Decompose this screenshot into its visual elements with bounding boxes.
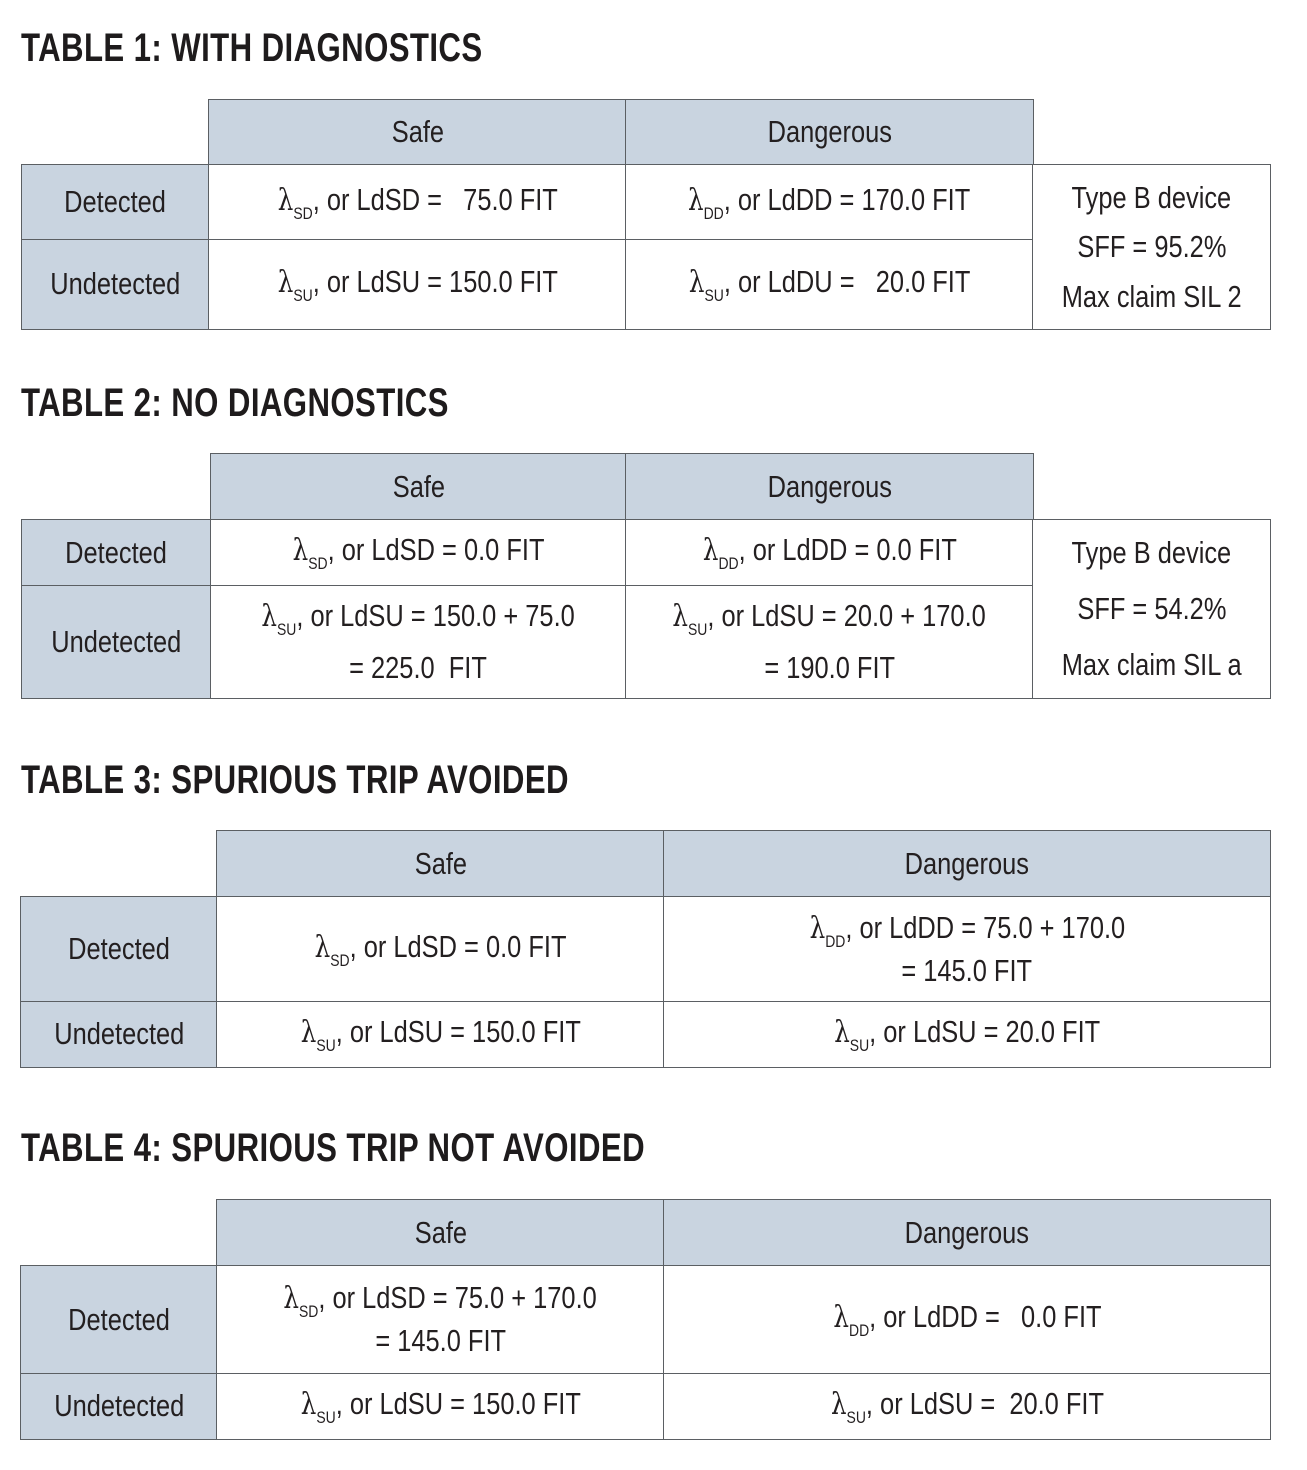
formula-text: , or LdSD = 0.0 FIT — [349, 928, 567, 964]
table-2-cell-undetected-dangerous — [625, 585, 1034, 699]
subscript: DD — [703, 203, 725, 223]
row-header-label: Detected — [68, 931, 170, 967]
formula-text: , or LdSU = 150.0 + 75.0 — [296, 598, 576, 634]
table-1-cell-undetected-safe — [208, 239, 627, 330]
formula-text: , or LdDU = 20.0 FIT — [723, 263, 971, 299]
subscript: DD — [848, 1321, 869, 1341]
lambda-symbol: λ — [314, 929, 331, 965]
lambda-symbol: λ — [277, 264, 294, 300]
device-type: Type B device — [1071, 179, 1232, 215]
subscript: SU — [846, 1407, 866, 1427]
row-header-label: Detected — [68, 1301, 170, 1337]
table-1-cell-undetected-dangerous — [625, 239, 1034, 330]
table-4-cell-undetected-safe — [216, 1373, 665, 1440]
formula-result: = 225.0 FIT — [349, 649, 488, 685]
sff-value: SFF = 95.2% — [1076, 229, 1227, 265]
table-3-cell-detected-safe — [216, 896, 665, 1003]
subscript: DD — [718, 554, 739, 574]
formula-text: , or LdSU = 150.0 FIT — [335, 1385, 581, 1421]
row-header-label: Undetected — [50, 266, 181, 302]
col-header-label: Safe — [414, 845, 467, 881]
table-4-title: TABLE 4: SPURIOUS TRIP NOT AVOIDED — [21, 1126, 646, 1170]
table-3-row-header-detected — [20, 896, 218, 1003]
subscript: SU — [316, 1035, 336, 1055]
lambda-symbol: λ — [830, 1386, 847, 1422]
table-4-cell-detected-safe — [216, 1265, 665, 1375]
col-header-label: Dangerous — [767, 114, 892, 150]
cell-formula — [809, 909, 1125, 952]
subscript: SD — [330, 950, 350, 970]
formula-text: , or LdSU = 20.0 FIT — [865, 1385, 1104, 1421]
formula-text: , or LdSD = 0.0 FIT — [327, 532, 545, 568]
table-4-cell-detected-dangerous — [663, 1265, 1271, 1375]
subscript: SU — [688, 620, 708, 640]
subscript: SU — [293, 285, 313, 305]
formula-text: , or LdDD = 0.0 FIT — [738, 532, 957, 568]
table-3-cell-detected-dangerous — [663, 896, 1271, 1003]
device-type: Type B device — [1071, 535, 1232, 571]
col-header-label: Safe — [414, 1214, 467, 1250]
table-2-summary-note — [1032, 519, 1271, 699]
table-2-row-header-detected — [21, 519, 212, 587]
row-header-label: Detected — [65, 534, 168, 570]
formula-text: , or LdSU = 150.0 FIT — [312, 263, 558, 299]
table-3-row-header-undetected — [20, 1001, 218, 1068]
table-1-cell-detected-safe — [208, 164, 627, 241]
cell-formula — [689, 262, 971, 307]
table-1-col-header-safe — [208, 99, 627, 166]
col-header-label: Dangerous — [904, 1214, 1030, 1250]
table-4-col-header-safe — [216, 1199, 665, 1267]
cell-formula — [833, 1297, 1101, 1342]
cell-formula — [673, 592, 986, 643]
table-3-cell-undetected-dangerous — [663, 1001, 1271, 1068]
row-header-label: Detected — [64, 184, 167, 220]
lambda-symbol: λ — [832, 1300, 849, 1336]
table-2-title: TABLE 2: NO DIAGNOSTICS — [21, 381, 449, 425]
subscript: SU — [316, 1407, 336, 1427]
cell-formula — [262, 592, 575, 643]
row-header-label: Undetected — [53, 1388, 185, 1424]
table-4-row-header-detected — [20, 1265, 218, 1375]
col-header-label: Safe — [392, 468, 445, 504]
col-header-label: Dangerous — [767, 468, 892, 504]
lambda-symbol: λ — [261, 599, 278, 635]
lambda-symbol: λ — [283, 1281, 300, 1316]
cell-formula — [293, 530, 545, 575]
table-2-row-header-undetected — [21, 585, 212, 699]
cell-formula — [830, 1384, 1103, 1429]
formula-result: = 145.0 FIT — [901, 952, 1033, 988]
cell-formula — [300, 1384, 580, 1429]
subscript: DD — [824, 931, 845, 951]
cell-formula — [834, 1012, 1100, 1057]
subscript: SD — [293, 203, 313, 223]
max-sil-claim: Max claim SIL 2 — [1061, 278, 1242, 314]
lambda-symbol: λ — [688, 264, 705, 300]
col-header-label: Safe — [391, 114, 444, 150]
table-1-cell-detected-dangerous — [625, 164, 1034, 241]
table-3-title: TABLE 3: SPURIOUS TRIP AVOIDED — [21, 758, 569, 802]
table-1-row-header-undetected — [21, 239, 210, 330]
formula-text: , or LdSD = 75.0 FIT — [312, 181, 558, 217]
sff-value: SFF = 54.2% — [1076, 591, 1227, 627]
subscript: SU — [704, 285, 724, 305]
lambda-symbol: λ — [277, 182, 294, 218]
formula-text: , or LdDD = 0.0 FIT — [868, 1299, 1102, 1335]
formula-result: = 190.0 FIT — [764, 649, 895, 685]
formula-text: , or LdSU = 20.0 FIT — [868, 1013, 1100, 1049]
table-3-col-header-safe — [216, 830, 665, 898]
lambda-symbol: λ — [809, 910, 825, 946]
table-2-cell-detected-dangerous — [625, 519, 1034, 587]
lambda-symbol: λ — [672, 599, 689, 635]
row-header-label: Undetected — [53, 1016, 185, 1052]
formula-result: = 145.0 FIT — [375, 1323, 506, 1359]
cell-formula — [702, 530, 956, 575]
formula-text: , or LdSU = 150.0 FIT — [335, 1013, 581, 1049]
lambda-symbol: λ — [702, 533, 719, 569]
formula-text: , or LdDD = 75.0 + 170.0 — [844, 909, 1125, 945]
col-header-label: Dangerous — [904, 845, 1030, 881]
lambda-symbol: λ — [292, 533, 309, 569]
cell-formula — [284, 1279, 597, 1322]
table-3-cell-undetected-safe — [216, 1001, 665, 1068]
formula-text: , or LdDD = 170.0 FIT — [724, 181, 971, 217]
cell-formula — [688, 180, 970, 225]
cell-formula — [300, 1012, 580, 1057]
table-1-col-header-dangerous — [625, 99, 1034, 166]
lambda-symbol: λ — [300, 1386, 317, 1422]
cell-formula — [315, 927, 567, 972]
cell-formula — [277, 262, 557, 307]
subscript: SD — [299, 1302, 319, 1321]
subscript: SD — [308, 554, 328, 574]
cell-formula — [277, 180, 557, 225]
table-4-col-header-dangerous — [663, 1199, 1271, 1267]
table-2-cell-undetected-safe — [210, 585, 627, 699]
table-4-cell-undetected-dangerous — [663, 1373, 1271, 1440]
subscript: SU — [277, 620, 297, 640]
formula-text: , or LdSD = 75.0 + 170.0 — [318, 1280, 598, 1315]
lambda-symbol: λ — [834, 1014, 850, 1050]
row-header-label: Undetected — [51, 623, 182, 659]
lambda-symbol: λ — [300, 1014, 317, 1050]
table-1-summary-note — [1032, 164, 1271, 330]
table-3-col-header-dangerous — [663, 830, 1271, 898]
table-4-row-header-undetected — [20, 1373, 218, 1440]
formula-text: , or LdSU = 20.0 + 170.0 — [707, 598, 987, 634]
lambda-symbol: λ — [688, 182, 704, 218]
table-1-row-header-detected — [21, 164, 210, 241]
subscript: SU — [849, 1035, 869, 1055]
table-2-col-header-dangerous — [625, 453, 1034, 521]
table-2-col-header-safe — [210, 453, 627, 521]
max-sil-claim: Max claim SIL a — [1061, 646, 1242, 682]
table-2-cell-detected-safe — [210, 519, 627, 587]
table-1-title: TABLE 1: WITH DIAGNOSTICS — [21, 26, 483, 70]
